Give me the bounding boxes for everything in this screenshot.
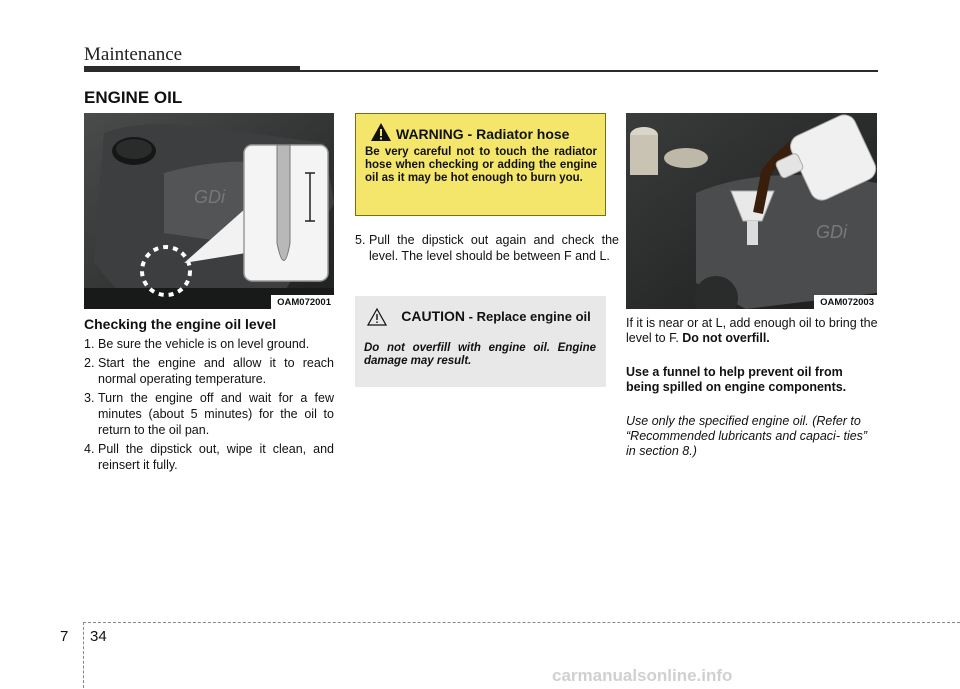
engine-cover-text: GDi (194, 187, 225, 207)
caution-text: Do not overfill with engine oil. Engine damage may result. (364, 342, 596, 367)
warning-triangle-icon (370, 122, 392, 142)
header-rule-thin (300, 70, 878, 72)
checking-steps (84, 336, 334, 476)
step-item: 4. Pull the dipstick out, wipe it clean, and reinsert it fully. (84, 442, 334, 472)
oil-funnel-illustration (626, 113, 877, 309)
step-item: 2. Start the engine and allow it to reach normal operating temperature. (84, 356, 334, 386)
oil-filling-photo (626, 113, 877, 309)
warning-text: Be very careful not to touch the radiator hose when checking or adding the engine oil as it may be hot enough to burn you. (365, 146, 597, 184)
step-item: 1. Be sure the vehicle is on level ground. (84, 337, 310, 351)
warning-box (355, 113, 606, 216)
caution-title: CAUTION - Replace engine oil (401, 308, 591, 324)
step-item: 3. Turn the engine off and wait for a few minutes (about 5 minutes) for the oil to return to the oil pan. (84, 391, 334, 437)
footer-rule (83, 622, 960, 623)
dipstick-location-photo (84, 113, 334, 309)
warning-title: WARNING - Radiator hose (396, 126, 570, 142)
chapter-number: 7 (60, 628, 69, 645)
funnel-paragraph: Use a funnel to help prevent oil from being spilled on engine components. (626, 365, 847, 394)
engine-cover-text: GDi (816, 222, 847, 242)
engine-bay-illustration (84, 113, 334, 309)
watermark: carmanualsonline.info (552, 666, 733, 685)
figure-caption: OAM072001 (271, 295, 334, 309)
add-oil-paragraph: If it is near or at L, add enough oil to bring the level to F. Do not overfill. (626, 316, 878, 345)
step-item-5: 5. Pull the dipstick out again and check the level. The level should be between F and L. (355, 233, 619, 263)
caution-triangle-icon (367, 308, 387, 326)
figure-caption: OAM072003 (814, 295, 877, 309)
running-header: Maintenance (84, 44, 183, 65)
footer-divider (83, 622, 84, 688)
section-title: ENGINE OIL (84, 88, 183, 107)
caution-box (355, 296, 606, 387)
checking-heading: Checking the engine oil level (84, 316, 277, 332)
header-rule-thick (84, 66, 300, 72)
page-number: 34 (90, 628, 107, 645)
specified-oil-note: Use only the specified engine oil. (Refer to “Recommended lubricants and capaci- ties” in section 8.) (626, 414, 868, 458)
